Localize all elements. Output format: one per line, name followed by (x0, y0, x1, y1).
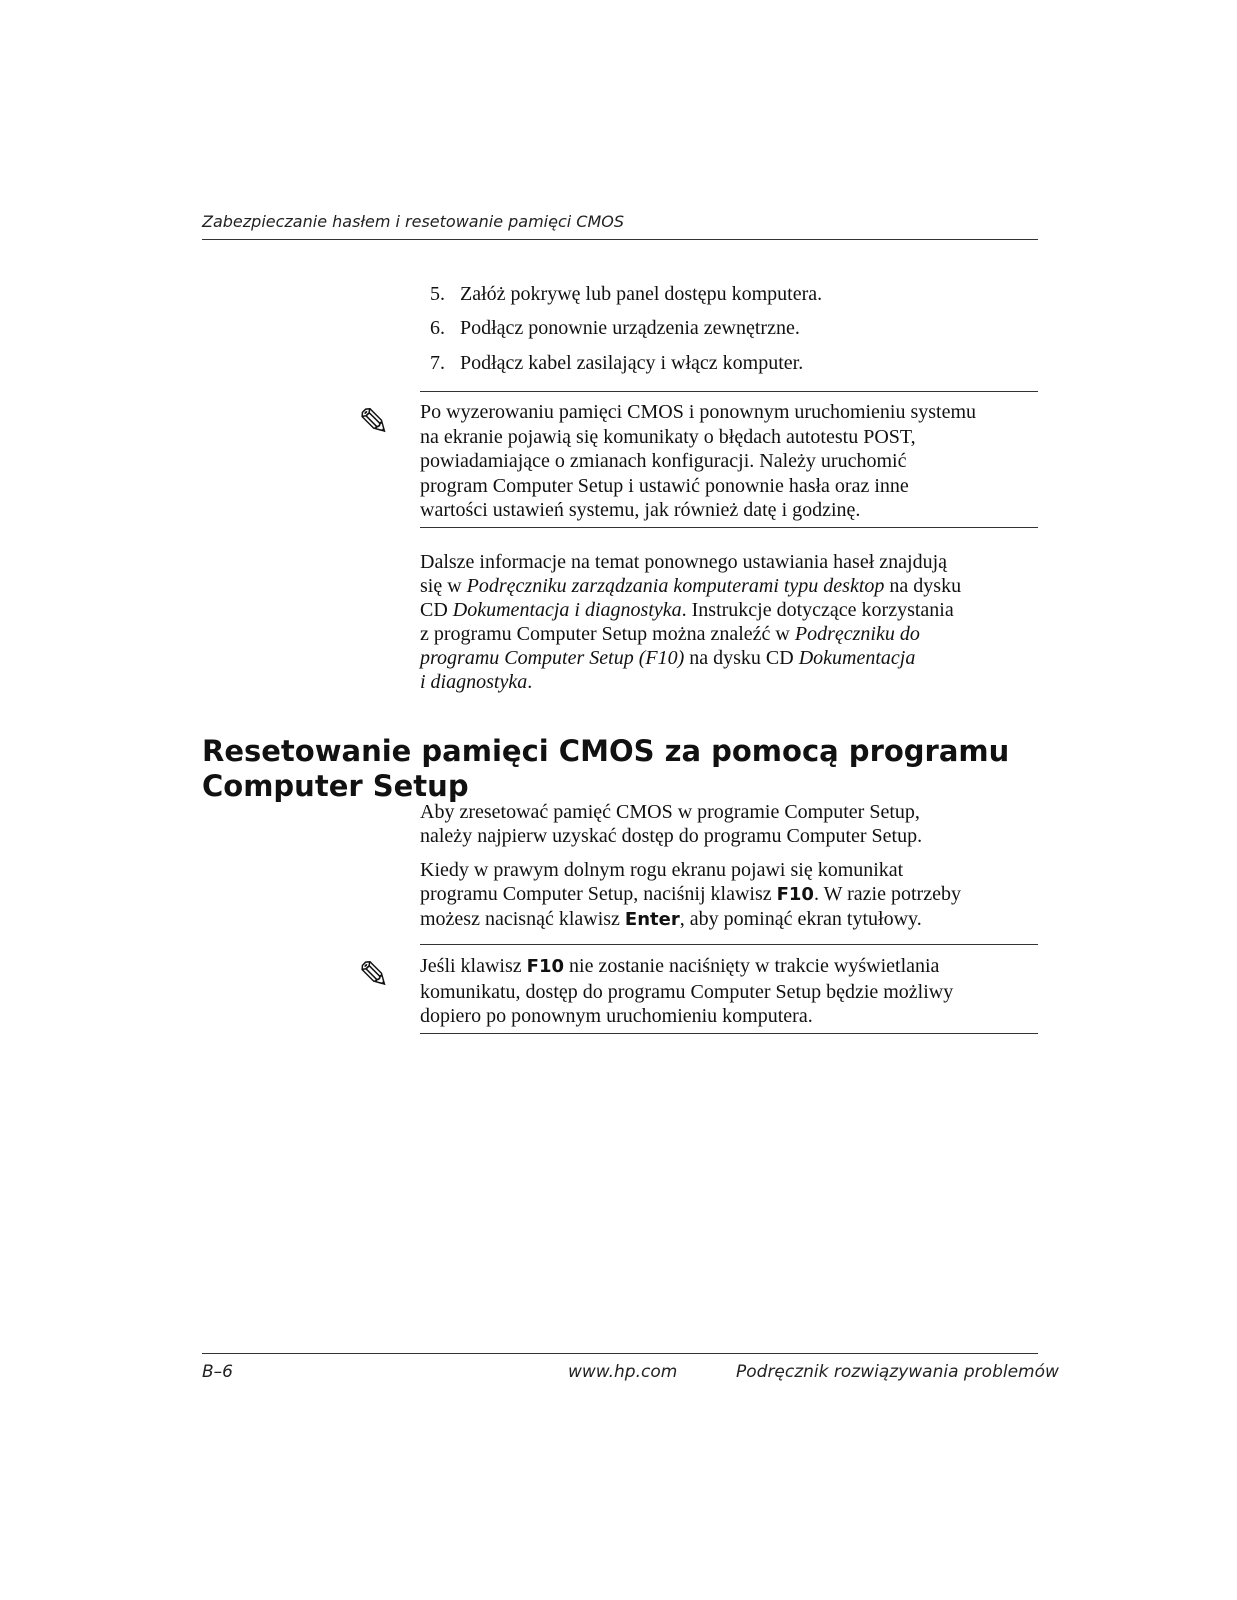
step-item (430, 351, 1030, 375)
text: , aby pominąć ekran tytułowy. (679, 908, 922, 930)
book-title: Podręcznik rozwiązywania problemów (736, 1362, 1059, 1382)
step-text: Podłącz ponownie urządzenia zewnętrzne. (460, 317, 800, 339)
text: się w (420, 575, 467, 597)
step-number: 7. (430, 352, 445, 374)
note-line: na ekranie pojawią się komunikaty o błędach autotestu POST, (420, 425, 916, 448)
text: należy najpierw uzyskać dostęp do programu Computer Setup. (420, 825, 923, 847)
step-item (430, 316, 1030, 340)
info-paragraph (420, 550, 1038, 694)
text: CD (420, 599, 453, 621)
text: . (527, 671, 533, 693)
text: . Instrukcje dotyczące korzystania (681, 599, 954, 621)
paragraph (420, 858, 1038, 932)
key-name: F10 (526, 956, 565, 977)
text: programu Computer Setup, naciśnij klawisz (420, 883, 777, 905)
cd-title: Dokumentacja i diagnostyka (452, 599, 682, 621)
text: Dalsze informacje na temat ponownego ustawiania haseł znajdują (420, 551, 948, 573)
footer-url: www.hp.com (568, 1362, 678, 1382)
manual-title: Podręczniku zarządzania komputerami typu desktop (466, 575, 885, 597)
manual-title: programu Computer Setup (F10) (420, 647, 685, 669)
note-line: wartości ustawień systemu, jak również datę i godzinę. (420, 499, 861, 521)
note-text (420, 954, 1038, 1029)
key-name: Enter (624, 909, 680, 930)
key-name: F10 (776, 884, 814, 905)
step-item (430, 282, 1030, 306)
step-text: Załóż pokrywę lub panel dostępu komputera. (460, 283, 823, 305)
note-bottom-rule (420, 527, 1038, 528)
step-number: 5. (430, 283, 445, 305)
heading-line: Resetowanie pamięci CMOS za pomocą programu (202, 734, 1010, 768)
footer-rule (202, 1353, 1038, 1354)
running-header: Zabezpieczanie hasłem i resetowanie pamięci CMOS (202, 212, 625, 231)
text: nie zostanie naciśnięty w trakcie wyświetlania (564, 955, 940, 977)
note-text (420, 400, 1038, 523)
note-line: powiadamiające o zmianach konfiguracji. Należy uruchomić (420, 450, 907, 472)
manual-title: Podręczniku do (794, 623, 920, 645)
text: Jeśli klawisz (420, 955, 527, 977)
text: . W razie potrzeby (813, 883, 961, 905)
note-line: program Computer Setup i ustawić ponownie hasła oraz inne (420, 474, 909, 497)
text: Aby zresetować pamięć CMOS w programie Computer Setup, (420, 801, 920, 823)
text: z programu Computer Setup można znaleźć w (420, 623, 795, 645)
note-line: Po wyzerowaniu pamięci CMOS i ponownym uruchomieniu systemu (420, 401, 977, 423)
text: dopiero po ponownym uruchomieniu komputera. (420, 1005, 813, 1027)
cd-title: i diagnostyka (420, 671, 528, 693)
note-top-rule (420, 944, 1038, 945)
pencil-icon: ✎ (358, 955, 390, 997)
pencil-icon: ✎ (358, 402, 390, 444)
note-bottom-rule (420, 1033, 1038, 1034)
step-number: 6. (430, 317, 445, 339)
text: na dysku (884, 575, 962, 597)
page-number: B–6 (202, 1362, 233, 1382)
header-rule (202, 239, 1038, 240)
note-top-rule (420, 391, 1038, 392)
text: Kiedy w prawym dolnym rogu ekranu pojawi się komunikat (420, 859, 904, 881)
text: na dysku CD (684, 647, 799, 669)
paragraph (420, 800, 1038, 848)
text: możesz nacisnąć klawisz (420, 908, 625, 930)
text: komunikatu, dostęp do programu Computer Setup będzie możliwy (420, 980, 954, 1003)
section-heading (202, 734, 1038, 804)
heading-line: Computer Setup (202, 769, 469, 803)
step-text: Podłącz kabel zasilający i włącz komputer. (460, 352, 804, 374)
cd-title: Dokumentacja (798, 647, 916, 669)
